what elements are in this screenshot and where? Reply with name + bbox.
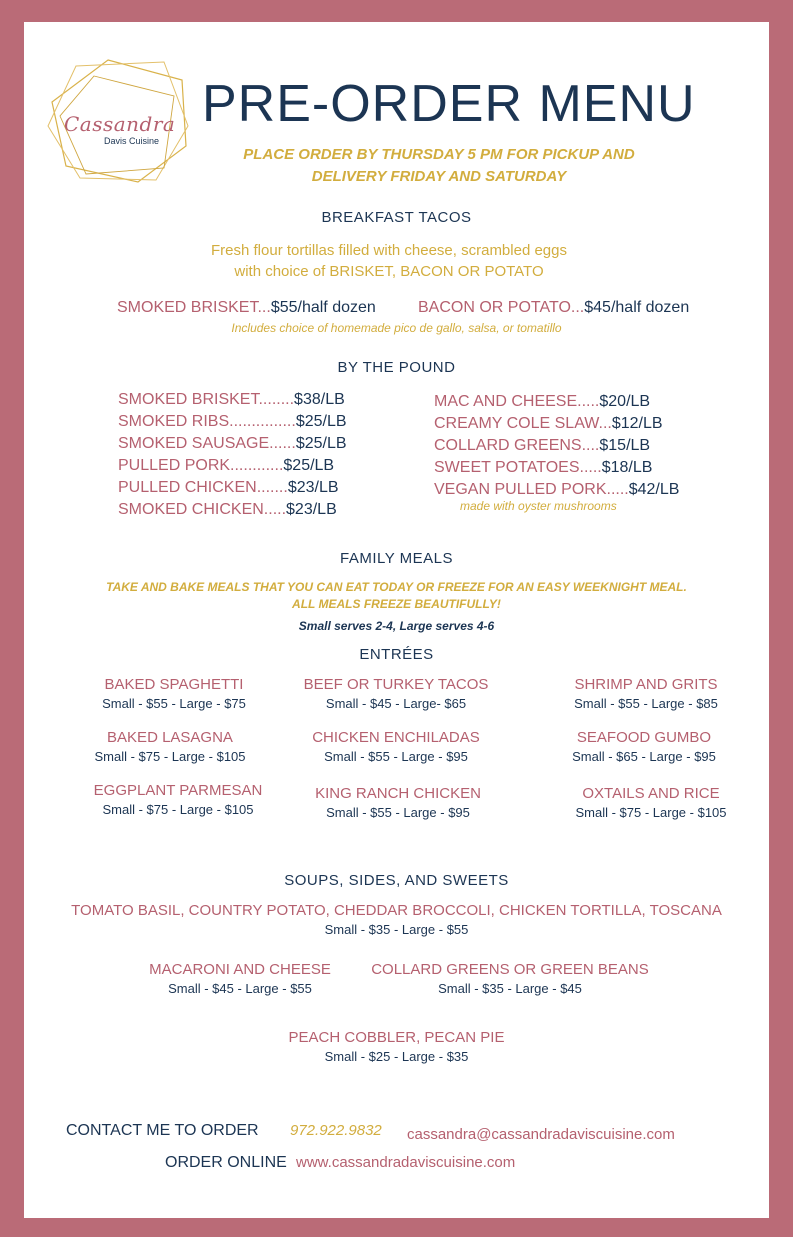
pound-item: [118, 501, 347, 523]
item-price: $12/LB: [611, 415, 663, 432]
entree-price: Small - $75 - Large - $105: [94, 749, 246, 764]
item-price: $25/LB: [295, 413, 347, 430]
item-price: $25/LB: [295, 435, 347, 452]
order-online-label: ORDER ONLINE: [165, 1154, 287, 1171]
entree-price: Small - $55 - Large - $75: [102, 696, 246, 711]
bacon-label: BACON OR POTATO...: [418, 299, 585, 316]
deadline-line-1: PLACE ORDER BY THURSDAY 5 PM FOR PICKUP AND: [243, 146, 635, 163]
pound-item: [118, 435, 347, 457]
family-meals-description: [24, 579, 769, 613]
item-price: $23/LB: [287, 479, 339, 496]
website-link[interactable]: www.cassandradaviscuisine.com: [296, 1154, 516, 1171]
soup-price: Small - $35 - Large - $55: [324, 922, 469, 937]
pound-item: [434, 415, 679, 437]
item-label: CREAMY COLE SLAW...: [434, 415, 612, 432]
entree-name: KING RANCH CHICKEN: [315, 785, 481, 802]
logo-name: Cassandra: [64, 112, 176, 136]
entree-price: Small - $65 - Large - $95: [572, 749, 716, 764]
item-label: SMOKED RIBS...............: [118, 413, 296, 430]
item-label: PULLED CHICKEN.......: [118, 479, 288, 496]
entree-item: [541, 784, 761, 822]
deadline-line-2: DELIVERY FRIDAY AND SATURDAY: [311, 168, 567, 185]
entree-price: Small - $55 - Large - $95: [324, 749, 468, 764]
salsa-note: Includes choice of homemade pico de gallo, salsa, or tomatillo: [231, 321, 562, 335]
soup-name: TOMATO BASIL, COUNTRY POTATO, CHEDDAR BROCCOLI, CHICKEN TORTILLA, TOSCANA: [71, 902, 722, 919]
entree-item: [68, 781, 288, 819]
item-label: PULLED PORK............: [118, 457, 284, 474]
sweet-name: PEACH COBBLER, PECAN PIE: [288, 1029, 505, 1046]
entree-name: CHICKEN ENCHILADAS: [312, 729, 480, 746]
menu-card: [24, 22, 769, 1218]
entree-price: Small - $75 - Large - $105: [102, 802, 254, 817]
family-meals-heading: FAMILY MEALS: [340, 550, 453, 567]
item-price: $38/LB: [294, 391, 345, 408]
item-label: SMOKED CHICKEN.....: [118, 501, 287, 518]
entree-name: BEEF OR TURKEY TACOS: [303, 676, 489, 693]
logo-subtitle: Davis Cuisine: [104, 136, 160, 146]
item-price: $18/LB: [601, 459, 653, 476]
item-price: $25/LB: [283, 457, 335, 474]
breakfast-bacon-price-line: [418, 299, 689, 317]
family-desc-line-2: ALL MEALS FREEZE BEAUTIFULLY!: [292, 597, 501, 611]
item-label: VEGAN PULLED PORK.....: [434, 481, 629, 498]
sweet-price: Small - $25 - Large - $35: [324, 1049, 469, 1064]
phone-number[interactable]: 972.922.9832: [290, 1122, 382, 1139]
pound-item: [434, 437, 679, 459]
pound-list-right: [434, 393, 679, 503]
by-the-pound-heading: BY THE POUND: [337, 359, 456, 376]
entree-item: [60, 728, 280, 766]
breakfast-desc-line-1: Fresh flour tortillas filled with cheese, scrambled eggs: [211, 242, 567, 259]
entree-name: BAKED LASAGNA: [107, 729, 233, 746]
pound-item: [118, 479, 347, 501]
entree-price: Small - $45 - Large- $65: [325, 696, 467, 711]
breakfast-description: [24, 240, 754, 282]
entree-price: Small - $55 - Large - $85: [574, 696, 718, 711]
breakfast-brisket-price-line: [117, 299, 376, 317]
item-price: $23/LB: [286, 501, 337, 518]
serving-sizes: Small serves 2-4, Large serves 4-6: [298, 619, 495, 633]
entrees-heading: ENTRÉES: [359, 646, 434, 663]
entree-price: Small - $75 - Large - $105: [575, 805, 727, 820]
entree-name: SHRIMP AND GRITS: [574, 676, 718, 693]
side-name: MACARONI AND CHEESE: [149, 961, 331, 978]
page-title: PRE-ORDER MENU: [202, 75, 696, 133]
item-price: $15/LB: [599, 437, 651, 454]
pound-list-left: [118, 391, 347, 523]
side-item: [360, 960, 660, 998]
pound-item: [434, 459, 679, 481]
pound-item: [118, 457, 347, 479]
item-label: MAC AND CHEESE.....: [434, 393, 600, 410]
item-label: SMOKED BRISKET........: [118, 391, 295, 408]
side-price: Small - $35 - Large - $45: [438, 981, 582, 996]
pound-item: [118, 391, 347, 413]
entree-item: [286, 728, 506, 766]
sweet-item: [24, 1028, 769, 1066]
brisket-price: $55/half dozen: [270, 299, 376, 316]
email-link[interactable]: cassandra@cassandradaviscuisine.com: [407, 1126, 675, 1143]
item-label: COLLARD GREENS....: [434, 437, 600, 454]
entree-item: [288, 784, 508, 822]
side-price: Small - $45 - Large - $55: [168, 981, 312, 996]
pound-item: [118, 413, 347, 435]
side-item: [130, 960, 350, 998]
entree-item: [286, 675, 506, 713]
entree-name: OXTAILS AND RICE: [582, 785, 720, 802]
side-name: COLLARD GREENS OR GREEN BEANS: [371, 961, 649, 978]
soup-item: [24, 901, 769, 939]
order-deadline: [204, 144, 674, 188]
item-label: SMOKED SAUSAGE......: [118, 435, 296, 452]
entree-name: EGGPLANT PARMESAN: [93, 782, 263, 799]
entree-item: [536, 675, 756, 713]
brisket-label: SMOKED BRISKET...: [117, 299, 271, 316]
breakfast-desc-line-2: with choice of BRISKET, BACON OR POTATO: [234, 263, 544, 280]
item-price: $42/LB: [628, 481, 680, 498]
entree-item: [64, 675, 284, 713]
entree-price: Small - $55 - Large - $95: [326, 805, 470, 820]
bacon-price: $45/half dozen: [584, 299, 690, 316]
soups-heading: SOUPS, SIDES, AND SWEETS: [284, 872, 509, 889]
contact-label: CONTACT ME TO ORDER: [66, 1122, 259, 1139]
vegan-note: made with oyster mushrooms: [460, 499, 617, 513]
entree-name: BAKED SPAGHETTI: [104, 676, 244, 693]
family-desc-line-1: TAKE AND BAKE MEALS THAT YOU CAN EAT TODAY OR FREEZE FOR AN EASY WEEKNIGHT MEAL.: [106, 580, 687, 594]
brand-logo: [46, 56, 191, 186]
entree-name: SEAFOOD GUMBO: [576, 729, 712, 746]
entree-item: [534, 728, 754, 766]
item-price: $20/LB: [599, 393, 651, 410]
item-label: SWEET POTATOES.....: [434, 459, 602, 476]
breakfast-heading: BREAKFAST TACOS: [321, 209, 472, 226]
pound-item: [434, 393, 679, 415]
